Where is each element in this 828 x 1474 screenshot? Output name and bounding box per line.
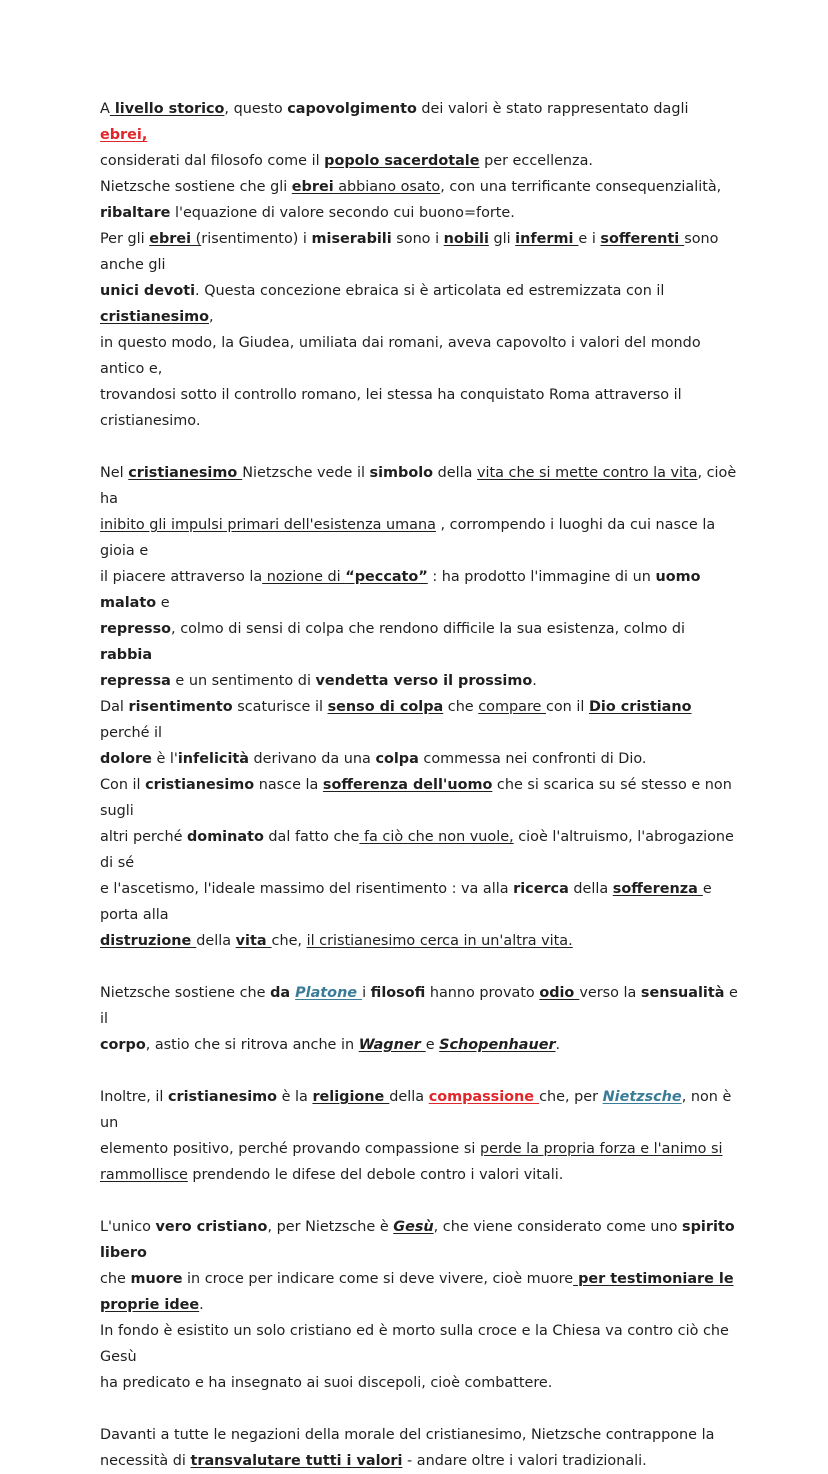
text-run: inibito gli impulsi primari dell'esistenza umana (100, 517, 436, 533)
text-run: trovandosi sotto il controllo romano, lei stessa ha conquistato Roma attraverso il (100, 387, 682, 403)
text-run: hanno provato (425, 985, 540, 1001)
text-run: filosofi (370, 985, 426, 1001)
text-run: , cioè ha (100, 465, 737, 507)
text-run: e un sentimento di (170, 673, 316, 689)
text-run: religione (312, 1089, 390, 1105)
text-run: distruzione (100, 933, 197, 949)
text-run: cristianesimo (167, 1089, 278, 1105)
text-run: Nietzsche vede il (242, 465, 370, 481)
text-run: . (555, 1037, 561, 1053)
paragraph-gap (100, 434, 740, 460)
text-run: dolore (100, 751, 152, 767)
text-run: commessa nei confronti di Dio. (418, 751, 647, 767)
text-run: unici devoti (100, 283, 196, 299)
text-run: Per gli (100, 231, 150, 247)
paragraph-gap (100, 1058, 740, 1084)
text-run: i (362, 985, 371, 1001)
text-run: Gesù (393, 1219, 434, 1235)
text-run: e il (100, 985, 738, 1027)
text-run: muore (130, 1271, 183, 1287)
text-run: represso (100, 621, 172, 637)
text-run: che, (271, 933, 307, 949)
text-run: vendetta verso il prossimo (315, 673, 533, 689)
text-run: . (199, 1297, 204, 1313)
text-run: cristianesimo (100, 309, 210, 325)
text-run: ( (191, 231, 202, 247)
text-run: , colmo di sensi di colpa che rendono difficile la sua esistenza, colmo di (171, 621, 685, 637)
text-run: il cristianesimo cerca in un'altra vita. (306, 933, 573, 949)
text-run: con il (545, 699, 589, 715)
text-run: spirito libero (100, 1219, 735, 1261)
text-run: verso la (579, 985, 641, 1001)
paragraph-gap (100, 1396, 740, 1422)
text-run: Platone (295, 985, 363, 1001)
text-run: della (389, 1089, 429, 1105)
text-run: ricerca (513, 881, 569, 897)
text-run: scaturisce il (232, 699, 328, 715)
text-run: cristianesimo (145, 777, 255, 793)
text-run: gli (488, 231, 516, 247)
text-run: necessità di (100, 1453, 191, 1469)
text-run: sofferenza dell'uomo (322, 777, 493, 793)
text-run: vita (235, 933, 272, 949)
text-run: L'unico (100, 1219, 156, 1235)
text-run: compassione (428, 1089, 540, 1105)
text-run: Nietzsche (602, 1089, 682, 1105)
paragraph (100, 1084, 740, 1188)
text-run: della (568, 881, 613, 897)
text-run: Con il (100, 777, 146, 793)
text-run: Wagner (358, 1037, 426, 1053)
text-run: In fondo è esistito un solo cristiano ed è morto sulla croce e la Chiesa va contro ciò che Gesù (100, 1323, 729, 1365)
text-run: transvalutare tutti i valori (190, 1453, 403, 1469)
text-run: dei valori è stato rappresentato dagli (416, 101, 689, 117)
text-run: Inoltre, il (100, 1089, 168, 1105)
text-run: , astio che si ritrova anche in (145, 1037, 359, 1053)
text-run: è l' (151, 751, 178, 767)
text-run: perde la propria forza e l'animo si (479, 1141, 723, 1157)
text-run: della (433, 465, 477, 481)
text-run: per eccellenza. (479, 153, 594, 169)
text-run: per testimoniare le (573, 1271, 734, 1287)
text-run: sofferenti (600, 231, 685, 247)
text-run: perché il (100, 725, 163, 741)
text-run: repressa (100, 673, 171, 689)
text-run: cioè l'altruismo, l'abrogazione di sé (100, 829, 734, 871)
text-run: della (196, 933, 236, 949)
text-run: vita che si mette contro la vita (477, 465, 698, 481)
text-run: rammollisce (100, 1167, 188, 1183)
text-run: “peccato” (345, 569, 428, 585)
text-run: prendendo le difese del debole contro i valori vitali. (187, 1167, 564, 1183)
text-run: , questo (224, 101, 288, 117)
text-run: risentimento) i (201, 231, 312, 247)
text-run: simbolo (369, 465, 434, 481)
text-run: infelicità (177, 751, 249, 767)
text-run: e (425, 1037, 440, 1053)
text-run: dal fatto che (263, 829, 360, 845)
text-run: e i (578, 231, 601, 247)
text-run: ebrei (291, 179, 334, 195)
text-run: Nietzsche sostiene che (100, 985, 271, 1001)
text-run: , non è un (100, 1089, 732, 1131)
text-run: Dal (100, 699, 129, 715)
text-run: Nel (100, 465, 129, 481)
text-run: . (532, 673, 537, 689)
text-run: sono anche gli (100, 231, 719, 273)
text-run: Davanti a tutte le negazioni della morale del cristianesimo, Nietzsche contrappone la (100, 1427, 715, 1443)
text-run: in croce per indicare come si deve vivere, cioè muore (182, 1271, 574, 1287)
text-run: nasce la (254, 777, 323, 793)
text-run: proprie idee (100, 1297, 200, 1313)
text-run: rabbia (100, 647, 153, 663)
text-run: ebrei (149, 231, 192, 247)
text-run: considerati dal filosofo come il (100, 153, 325, 169)
text-run: il piacere attraverso la (100, 569, 263, 585)
text-run: corpo (100, 1037, 146, 1053)
text-run: uomo malato (100, 569, 701, 611)
text-run: : ha prodotto l'immagine di un (427, 569, 656, 585)
text-run: sofferenza (612, 881, 703, 897)
text-run: in questo modo, la Giudea, umiliata dai romani, aveva capovolto i valori del mondo antico e, (100, 335, 701, 377)
paragraph-gap (100, 954, 740, 980)
text-run: e porta alla (100, 881, 712, 923)
text-run: popolo sacerdotale (324, 153, 480, 169)
text-run: cristianesimo. (100, 413, 201, 429)
text-run: è la (277, 1089, 313, 1105)
document-body (100, 96, 740, 1474)
text-run: , corrompendo i luoghi da cui nasce la gioia e (100, 517, 716, 559)
paragraph (100, 1214, 740, 1396)
text-run: ribaltare (100, 205, 171, 221)
text-run: risentimento (128, 699, 233, 715)
text-run: colpa (375, 751, 419, 767)
text-run: compare (478, 699, 546, 715)
text-run: nozione di (262, 569, 346, 585)
text-run: Dio cristiano (588, 699, 692, 715)
text-run: che si scarica su sé stesso e non sugli (100, 777, 732, 819)
text-run: abbiano osato (333, 179, 441, 195)
text-run: che (100, 1271, 131, 1287)
paragraph (100, 980, 740, 1058)
text-run: elemento positivo, perché provando compassione si (100, 1141, 480, 1157)
text-run: che (443, 699, 479, 715)
text-run: - andare oltre i valori tradizionali. (402, 1453, 647, 1469)
text-run: ebrei, (100, 127, 148, 143)
text-run: senso di colpa (327, 699, 444, 715)
text-run: dominato (187, 829, 264, 845)
text-run: fa ciò che non vuole, (359, 829, 514, 845)
text-run: che, per (539, 1089, 603, 1105)
text-run: capovolgimento (287, 101, 417, 117)
text-run: e l'ascetismo, l'ideale massimo del risentimento : va alla (100, 881, 514, 897)
text-run: derivano da una (248, 751, 376, 767)
text-run: vero cristiano (155, 1219, 268, 1235)
text-run: ha predicato e ha insegnato ai suoi discepoli, cioè combattere. (100, 1375, 553, 1391)
text-run: , per Nietzsche è (267, 1219, 394, 1235)
text-run: Nietzsche sostiene che gli (100, 179, 292, 195)
text-run: altri perché (100, 829, 187, 845)
text-run: . Questa concezione ebraica si è articolata ed estremizzata con il (195, 283, 665, 299)
text-run: infermi (515, 231, 579, 247)
text-run: , (209, 309, 214, 325)
text-run: sono i (391, 231, 444, 247)
text-run: cristianesimo (128, 465, 243, 481)
text-run: da (270, 985, 296, 1001)
paragraph (100, 96, 740, 434)
text-run: nobili (443, 231, 489, 247)
text-run: , che viene considerato come uno (433, 1219, 683, 1235)
text-run: livello storico (109, 101, 225, 117)
paragraph-gap (100, 1188, 740, 1214)
text-run: miserabili (311, 231, 392, 247)
text-run: e (156, 595, 170, 611)
text-run: , con una terrificante consequenzialità, (440, 179, 722, 195)
paragraph (100, 1422, 740, 1474)
text-run: A (100, 101, 110, 117)
text-run: odio (539, 985, 580, 1001)
text-run: sensualità (640, 985, 725, 1001)
text-run: Schopenhauer (439, 1037, 556, 1053)
text-run: l'equazione di valore secondo cui buono=forte. (170, 205, 515, 221)
paragraph (100, 460, 740, 954)
